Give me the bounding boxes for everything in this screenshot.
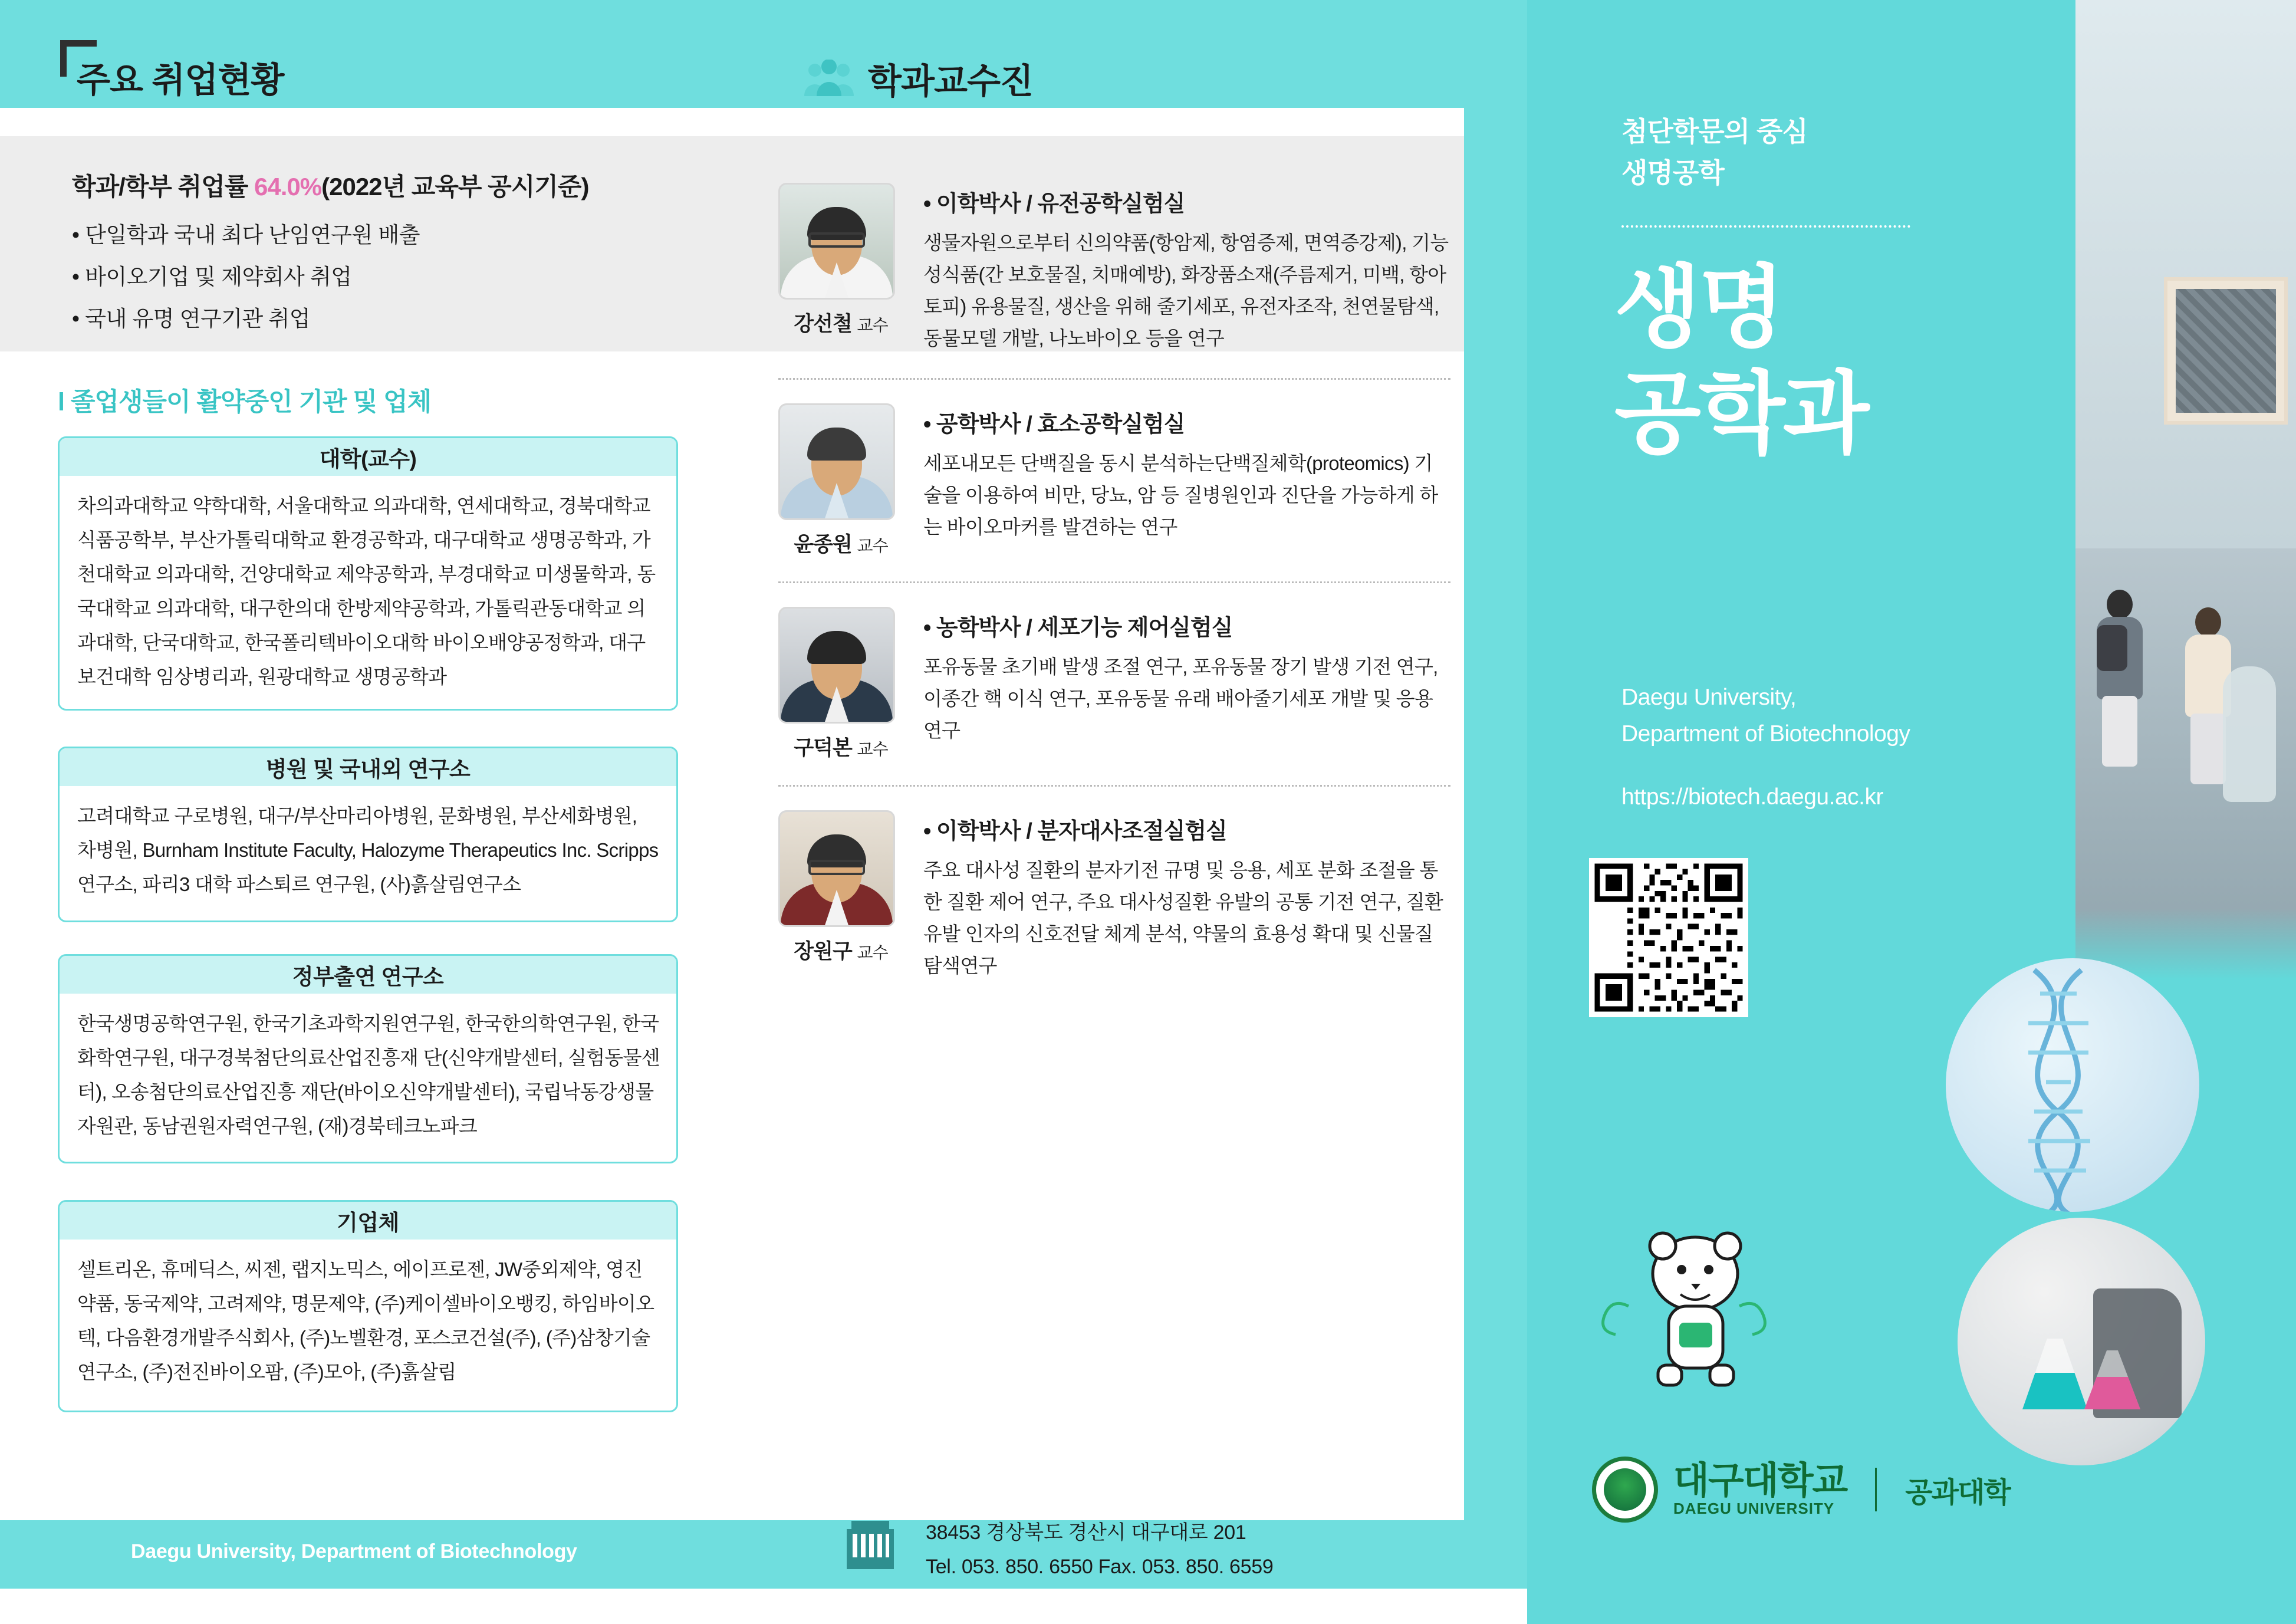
wall-picture-frame — [2164, 277, 2288, 425]
cover-tagline-line2: 생명공학 — [1621, 157, 1724, 188]
list-item: • 국내 유명 연구기관 취업 — [72, 307, 310, 331]
cover-tagline — [1621, 111, 1808, 193]
people-icon — [801, 60, 857, 97]
professor-degree-lab: • 공학박사 / 효소공학실험실 — [923, 412, 1185, 437]
professor-degree-lab: • 이학박사 / 분자대사조절실험실 — [923, 819, 1227, 844]
footer-university-text: Daegu University, Department of Biotechnology — [131, 1540, 577, 1563]
professor-photo-jang — [778, 810, 895, 927]
employment-bullets — [72, 214, 420, 340]
cover-divider — [1621, 225, 1910, 228]
org-box-universities — [58, 436, 678, 711]
professor-photo-yoon — [778, 403, 895, 520]
org-box-government — [58, 954, 678, 1163]
footer-address-line2: Tel. 053. 850. 6550 Fax. 053. 850. 6559 — [926, 1556, 1274, 1578]
cover-subtitle-line2: Department of Biotechnology — [1621, 721, 1910, 747]
tiger-mascot — [1592, 1218, 1804, 1395]
divider — [778, 581, 1450, 583]
professor-rank: 교수 — [857, 316, 888, 334]
professor-item — [778, 607, 1450, 761]
org-box-universities-header: 대학(교수) — [60, 438, 676, 476]
professor-name — [778, 528, 903, 558]
logo-name-en: DAEGU UNIVERSITY — [1673, 1499, 1835, 1517]
logo-separator — [1875, 1468, 1877, 1511]
university-logo — [1592, 1457, 2010, 1523]
list-item: • 단일학과 국내 최다 난임연구원 배출 — [72, 223, 420, 247]
footer-address — [926, 1515, 1273, 1584]
divider — [778, 785, 1450, 787]
bottom-white-strip — [0, 1589, 1527, 1624]
professor-name — [778, 732, 903, 761]
professor-description: 생물자원으로부터 신의약품(항암제, 항염증제, 면역증강제), 기능성식품(간 보호물질, 치매예방), 화장품소재(주름제거, 미백, 항아토피) 유용물질, 생산을 위해 줄기세포, 유전자조작, 천연물탐색, 동물모델 개발, 나노바이오 등을 연구 — [923, 232, 1449, 349]
professor-name — [778, 308, 903, 337]
professor-description: 세포내모든 단백질을 동시 분석하는단백질체학(proteomics) 기술을 이용하여 비만, 당뇨, 암 등 질병원인과 진단을 가능하게 하는 바이오마커를 발견하는 연구 — [923, 452, 1438, 538]
org-box-universities-body: 차의과대학교 약학대학, 서울대학교 의과대학, 연세대학교, 경북대학교 식품공학부, 부산가톨릭대학교 환경공학과, 대구대학교 생명공학과, 가천대학교 의과대학, 건양대학교 제약공학과, 부경대학교 미생물학과, 동국대학교 의과대학, 대구한의대 한방제약공학과, 가톨릭관동대학교 의과대학, 단국대학교, 한국폴리텍바이오대학 바이오배양공정학과, 대구보건대학 임상병리과, 원광대학교 생명공학과 — [77, 495, 656, 688]
cover-subtitle-line1: Daegu University, — [1621, 685, 1797, 710]
section-title-employment: 주요 취업현황 — [77, 61, 284, 100]
laboratory-flasks-image — [1958, 1218, 2205, 1465]
dna-helix-image — [1946, 958, 2199, 1212]
cover-tagline-line1: 첨단학문의 중심 — [1621, 116, 1808, 147]
professor-degree-lab: • 농학박사 / 세포기능 제어실험실 — [923, 616, 1233, 640]
professor-photo-koo — [778, 607, 895, 724]
org-box-companies — [58, 1200, 678, 1412]
professor-name-text: 구덕본 — [794, 737, 852, 760]
professor-name-text: 강선철 — [794, 313, 852, 336]
cover-title — [1614, 255, 1867, 467]
professor-item — [778, 183, 1450, 354]
professor-name-text: 장원구 — [794, 940, 852, 963]
cover-title-line1: 생명 — [1614, 258, 1783, 358]
professor-name-text: 윤종원 — [794, 533, 852, 556]
professor-text-block — [923, 403, 1450, 558]
professor-name — [778, 935, 903, 965]
professor-photo-block — [778, 607, 903, 761]
professor-photo-block — [778, 403, 903, 558]
section-header-employment — [77, 52, 284, 102]
professor-rank: 교수 — [857, 740, 888, 758]
campus-corridor-photo — [2075, 0, 2296, 979]
professor-degree-lab: • 이학박사 / 유전공학실험실 — [923, 192, 1185, 216]
cover-subtitle — [1621, 679, 1910, 752]
org-box-government-header: 정부출연 연구소 — [60, 956, 676, 994]
logo-name-kr: 대구대학교 — [1673, 1459, 1847, 1501]
professor-item — [778, 810, 1450, 982]
mannequin-figure — [2223, 666, 2276, 802]
employment-rate-note: (2022년 교육부 공시기준) — [321, 173, 589, 200]
logo-college-name: 공과대학 — [1905, 1477, 2010, 1508]
org-box-hospitals-header: 병원 및 국내외 연구소 — [60, 748, 676, 786]
building-icon — [843, 1513, 897, 1572]
org-box-hospitals-body: 고려대학교 구로병원, 대구/부산마리아병원, 문화병원, 부산세화병원, 차병원, Burnham Institute Faculty, Halozyme Therapeutics Inc. Scripps 연구소, 파리3 대학 파스퇴르 연구원, (사)흙살림연구소 — [77, 805, 659, 895]
org-box-government-body: 한국생명공학연구원, 한국기초과학지원연구원, 한국한의학연구원, 한국화학연구원, 대구경북첨단의료산업진흥재 단(신약개발센터, 실험동물센터), 오송첨단의료산업진흥 재단(바이오신약개발센터), 국립낙동강생물자원관, 동남권원자력연구원, (재)경북테크노파크 — [77, 1012, 660, 1137]
org-box-companies-header: 기업체 — [60, 1202, 676, 1240]
professor-photo-block — [778, 183, 903, 354]
professor-photo-kang — [778, 183, 895, 300]
professors-list — [778, 183, 1450, 982]
section-header-professors — [801, 53, 1033, 103]
org-box-hospitals — [58, 747, 678, 922]
cover-website-url[interactable]: https://biotech.daegu.ac.kr — [1621, 784, 1883, 810]
professor-rank: 교수 — [857, 537, 888, 555]
employment-rate-value: 64.0% — [254, 173, 322, 200]
professor-text-block — [923, 183, 1450, 354]
professor-item — [778, 403, 1450, 558]
student-figure — [2093, 590, 2146, 767]
org-box-companies-body: 셀트리온, 휴메딕스, 씨젠, 랩지노믹스, 에이프로젠, JW중외제약, 영진약품, 동국제약, 고려제약, 명문제약, (주)케이셀바이오뱅킹, 하임바이오텍, 다음환경개발주식회사, (주)노벨환경, 포스코건설(주), (주)삼창기술연구소, (주)전진바이오팜, (주)모아, (주)흙살림 — [77, 1258, 654, 1383]
professor-description: 포유동물 초기배 발생 조절 연구, 포유동물 장기 발생 기전 연구, 이종간 핵 이식 연구, 포유동물 유래 배아줄기세포 개발 및 응용 연구 — [923, 656, 1438, 741]
sub-section-title: l 졸업생들이 활약중인 기관 및 업체 — [58, 388, 432, 416]
employment-rate-label: 학과/학부 취업률 — [72, 173, 255, 200]
employment-rate-headline — [72, 167, 588, 203]
professor-description: 주요 대사성 질환의 분자기전 규명 및 응용, 세포 분화 조절을 통한 질환 제어 연구, 주요 대사성질환 유발의 공통 기전 연구, 질환 유발 인자의 신호전달 체계 분석, 약물의 효용성 확대 및 신물질 탐색연구 — [923, 859, 1443, 977]
professor-photo-block — [778, 810, 903, 982]
footer-address-line1: 38453 경상북도 경산시 대구대로 201 — [926, 1521, 1246, 1544]
section-title-professors: 학과교수진 — [868, 62, 1033, 101]
cover-title-line2: 공학과 — [1614, 364, 1867, 464]
qr-code[interactable] — [1589, 858, 1748, 1017]
professor-text-block — [923, 810, 1450, 982]
divider — [778, 378, 1450, 380]
professor-text-block — [923, 607, 1450, 761]
daegu-university-emblem — [1592, 1457, 1658, 1523]
list-item: • 바이오기업 및 제약회사 취업 — [72, 265, 352, 289]
professor-rank: 교수 — [857, 944, 888, 962]
